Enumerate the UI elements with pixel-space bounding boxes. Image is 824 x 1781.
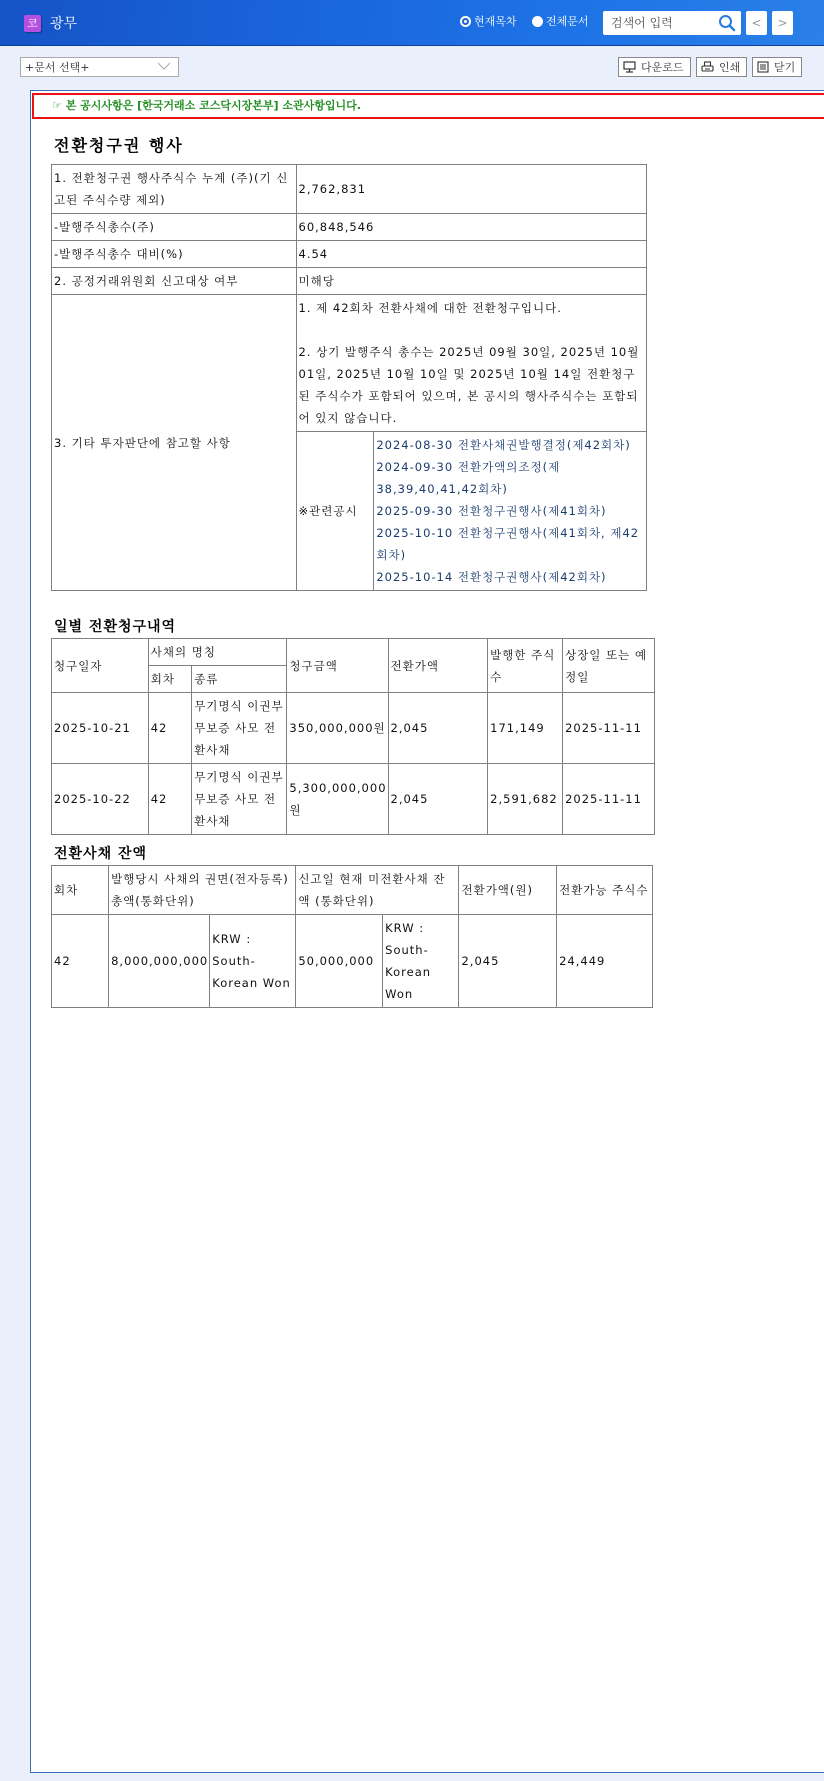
conversion-exercise-table: [51, 164, 647, 591]
radio-unselected-icon[interactable]: [532, 16, 543, 27]
bond-balance-table: [51, 865, 653, 1008]
document-select[interactable]: +문서 선택+: [20, 57, 179, 77]
document-viewer: [30, 90, 824, 1773]
search-input[interactable]: [603, 16, 713, 30]
scope-all-docs-radio[interactable]: 전체문서: [532, 13, 589, 29]
scope-current-toc-radio[interactable]: 현재목차: [460, 13, 517, 29]
download-button[interactable]: 다운로드: [618, 57, 691, 77]
table-row: 2. 공정거래위원회 신고대상 여부 미해당: [52, 268, 647, 295]
table-header-row: 청구일자 사채의 명칭 청구금액 전환가액 발행한 주식수 상장일 또는 예정일: [52, 639, 655, 666]
top-bar: [0, 0, 824, 46]
brand: [24, 13, 77, 33]
related-disclosure-link[interactable]: 2024-08-30 전환사채권발행결정(제42회차): [376, 438, 631, 452]
table-header-row: 회차 발행당시 사채의 권면(전자등록)총액(통화단위) 신고일 현재 미전환사채 잔액 (통화단위) 전환가액(원) 전환가능 주식수: [52, 866, 653, 915]
table-row: 2025-10-22 42 무기명식 이권부 무보증 사모 전환사채 5,300,000,000원 2,045 2,591,682 2025-11-11: [52, 764, 655, 835]
related-disclosure-link[interactable]: 2025-10-14 전환청구권행사(제42회차): [376, 570, 607, 584]
toolbar: [0, 46, 824, 90]
search-box: [603, 11, 741, 35]
search-icon[interactable]: [718, 14, 736, 32]
company-badge-icon: 코: [24, 15, 41, 32]
table-row: 2025-10-21 42 무기명식 이권부 무보증 사모 전환사채 350,000,000원 2,045 171,149 2025-11-11: [52, 693, 655, 764]
section-title-bond-balance: 전환사채 잔액: [54, 846, 148, 862]
section-title-daily-claims: 일별 전환청구내역: [54, 619, 177, 635]
printer-icon: [701, 61, 714, 73]
table-row: ※관련공시 2024-08-30 전환사채권발행결정(제42회차) 2024-09-30 전환가액의조정(제38,39,40,41,42회차) 2025-09-30 전환청구권행사(제41회차) 2025-10-10 전환청구권행사(제41회차, 제42회차) 2025-10-14 전환청구권행사(제42회차): [52, 432, 647, 591]
other-notes: 1. 제 42회차 전환사채에 대한 전환청구입니다. 2. 상기 발행주식 총수는 2025년 09월 30일, 2025년 10월 01일, 2025년 10월 10일 및 2025년 10월 14일 전환청구된 주식수가 포함되어 있으며, 본 공시의 행사주식수는 포함되어 있지 않습니다.: [296, 295, 647, 432]
related-disclosure-link[interactable]: 2024-09-30 전환가액의조정(제38,39,40,41,42회차): [376, 460, 561, 496]
monitor-icon: [623, 61, 636, 73]
company-title: 광무: [50, 16, 78, 32]
print-button[interactable]: 인쇄: [696, 57, 747, 77]
table-row: -발행주식총수 대비(%) 4.54: [52, 241, 647, 268]
radio-selected-icon[interactable]: [460, 16, 471, 27]
table-header-row: 회차 종류: [52, 666, 655, 693]
related-disclosures: [374, 432, 647, 591]
table-row: 3. 기타 투자판단에 참고할 사항 1. 제 42회차 전환사채에 대한 전환청구입니다. 2. 상기 발행주식 총수는 2025년 09월 30일, 2025년 10월 01일, 2025년 10월 10일 및 2025년 10월 14일 전환청구된 주식수가 포함되어 있으며, 본 공시의 행사주식수는 포함되어 있지 않습니다.: [52, 295, 647, 432]
next-result-button[interactable]: >: [772, 11, 793, 35]
table-row: 42 8,000,000,000 KRW : South-Korean Won 50,000,000 KRW : South-Korean Won 2,045 24,449: [52, 915, 653, 1008]
table-row: 1. 전환청구권 행사주식수 누계 (주)(기 신고된 주식수량 제외) 2,762,831: [52, 165, 647, 214]
related-disclosure-link[interactable]: 2025-10-10 전환청구권행사(제41회차, 제42회차): [376, 526, 640, 562]
close-button[interactable]: 닫기: [752, 57, 802, 77]
table-row: -발행주식총수(주) 60,848,546: [52, 214, 647, 241]
related-disclosure-link[interactable]: 2025-09-30 전환청구권행사(제41회차): [376, 504, 607, 518]
chevron-down-icon: [158, 61, 170, 71]
daily-claims-table: [51, 638, 655, 835]
section-title-conversion-exercise: 전환청구권 행사: [54, 136, 184, 155]
document-list-icon: [757, 61, 769, 73]
jurisdiction-notice: ☞ 본 공시사항은 [한국거래소 코스닥시장본부] 소관사항입니다.: [32, 93, 824, 119]
prev-result-button[interactable]: <: [746, 11, 767, 35]
